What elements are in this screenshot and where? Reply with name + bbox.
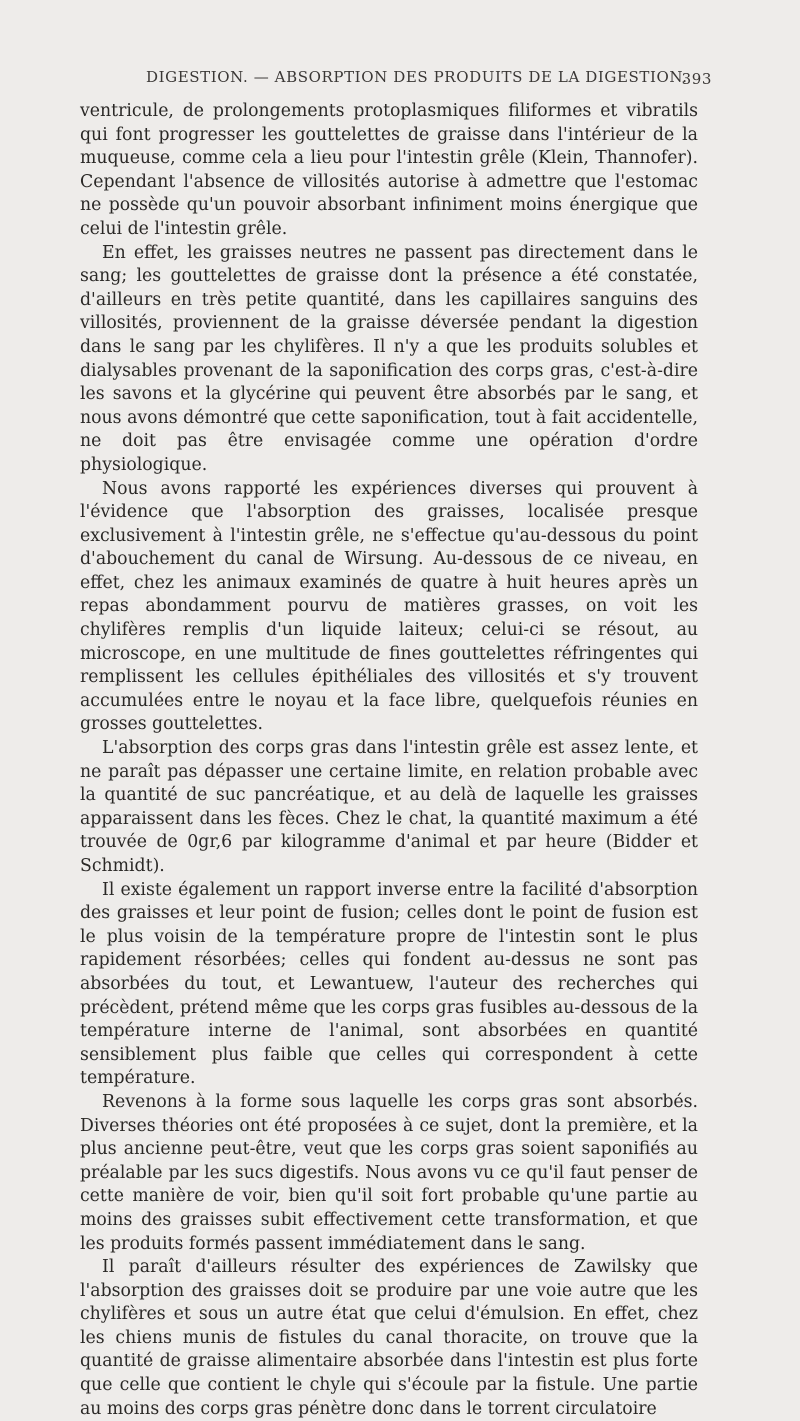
paragraph-6: Revenons à la forme sous laquelle les corps gras sont absorbés. Diverses théories ont été proposées à ce sujet, dont la première, et la plus ancienne peut-être, veut que les corps gras soient saponifiés au préalable par les sucs digestifs. Nous avons vu ce qu'il faut penser de cette manière de voir, bien qu'il soit fort probable qu'une partie au moins des graisses subit effectivement cette transformation, et que les produits formés passent immédiatement dans le sang. bbox=[80, 1091, 698, 1254]
running-header bbox=[80, 68, 712, 98]
paragraph-2: En effet, les graisses neutres ne passent pas directement dans le sang; les gouttelettes de graisse dont la présence a été constatée, d'ailleurs en très petite quantité, dans les capillaires sanguins des villosités, proviennent de la graisse déversée pendant la digestion dans le sang par les chylifères. Il n'y a que les produits solubles et dialysables provenant de la saponification des corps gras, c'est-à-dire les savons et la glycérine qui peuvent être absorbés par le sang, et nous avons démontré que cette saponification, tout à fait accidentelle, ne doit pas être envisagée comme une opération d'ordre physiologique. bbox=[80, 242, 698, 475]
paragraph-3: Nous avons rapporté les expériences diverses qui prouvent à l'évidence que l'absorption des graisses, localisée presque exclusivement à l'intestin grêle, ne s'effectue qu'au-dessous du point d'abouchement du canal de Wirsung. Au-dessous de ce niveau, en effet, chez les animaux examinés de quatre à huit heures après un repas abondamment pourvu de matières grasses, on voit les chylifères remplis d'un liquide laiteux; celui-ci se résout, au microscope, en une multitude de fines gouttelettes réfringentes qui remplissent les cellules épithéliales des villosités et s'y trouvent accumulées entre le noyau et la face libre, quelquefois réunies en grosses gouttelettes. bbox=[80, 478, 698, 735]
paragraph-4: L'absorption des corps gras dans l'intestin grêle est assez lente, et ne paraît pas dépasser une certaine limite, en relation probable avec la quantité de suc pancréatique, et au delà de laquelle les graisses apparaissent dans les fèces. Chez le chat, la quantité maximum a été trouvée de 0gr,6 par kilogramme d'animal et par heure (Bidder et Schmidt). bbox=[80, 738, 698, 876]
paragraph-1: ventricule, de prolongements protoplasmiques filiformes et vibratils qui font progresser les gouttelettes de graisse dans l'intérieur de la muqueuse, comme cela a lieu pour l'intestin grêle (Klein, Thannofer). Cependant l'absence de villosités autorise à admettre que l'estomac ne possède qu'un pouvoir absorbant infiniment moins énergique que celui de l'intestin grêle. bbox=[80, 101, 698, 239]
body-text bbox=[80, 100, 698, 1421]
paragraph-7: Il paraît d'ailleurs résulter des expériences de Zawilsky que l'absorption des graisses doit se produire par une voie autre que les chylifères et sous un autre état que celui d'émulsion. En effet, chez les chiens munis de fistules du canal thoracite, on trouve que la quantité de graisse alimentaire absorbée dans l'intestin est plus forte que celle que contient le chyle qui s'écoule par la fistule. Une partie au moins des corps gras pénètre donc dans le torrent circulatoire bbox=[80, 1257, 698, 1419]
paragraph-5: Il existe également un rapport inverse entre la facilité d'absorption des graisses et leur point de fusion; celles dont le point de fusion est le plus voisin de la température propre de l'intestin sont le plus rapidement résorbées; celles qui fondent au-dessus ne sont pas absorbées du tout, et Lewantuew, l'auteur des recherches qui précèdent, prétend même que les corps gras fusibles au-dessous de la température interne de l'animal, sont absorbées en quantité sensiblement plus faible que celles qui correspondent à cette température. bbox=[80, 879, 698, 1089]
page-number: 393 bbox=[681, 70, 712, 88]
running-title: DIGESTION. — ABSORPTION DES PRODUITS DE LA DIGESTION. bbox=[146, 68, 688, 86]
